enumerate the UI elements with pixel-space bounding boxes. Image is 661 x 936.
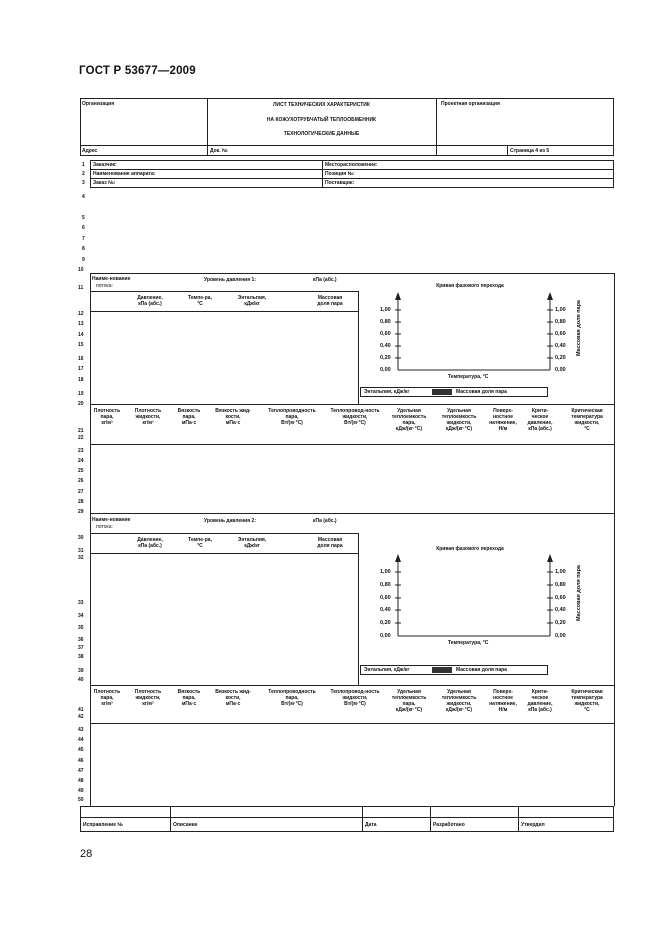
prop-col-text: Поверх- [493, 689, 513, 695]
row-number: 4 [82, 194, 85, 200]
row-number: 22 [78, 435, 84, 441]
prop-col-text: Удельная [447, 689, 471, 695]
col-temp-unit: °C [197, 301, 203, 307]
row-number: 32 [78, 555, 84, 561]
col-enth-text: Энтальпия, [237, 537, 267, 543]
sheet-title-1: ЛИСТ ТЕХНИЧЕСКИХ ХАРАКТЕРИСТИК [273, 102, 370, 108]
col-pressure-unit: кПа (абс.) [138, 301, 162, 307]
prop-col-unit: мПа·с [181, 701, 197, 707]
divider [80, 817, 614, 818]
prop-col-text: Теплопроводность [268, 408, 316, 414]
row-number: 6 [82, 225, 85, 231]
prop-col-text: Вязкость жид- [215, 689, 251, 695]
prop-col-unit: кг/м³ [142, 701, 154, 707]
col-temp-text: Темпе-ра, [188, 537, 212, 543]
tick-label: 0,80 [380, 582, 391, 588]
divider [90, 291, 358, 292]
row-number: 49 [78, 788, 84, 794]
prop-col [324, 408, 386, 426]
row-number: 15 [78, 342, 84, 348]
prop-col-unit: кДж/(кг·°С) [445, 426, 473, 432]
customer-label: Заказчик: [93, 162, 117, 168]
prop-col-text: Критическая [571, 408, 603, 414]
phase-curve-title: Кривая фазового перехода [436, 283, 504, 289]
stream-potok-label-2: потока: [96, 524, 113, 530]
col-enth-unit: кДж/кг [244, 301, 260, 307]
divider [90, 533, 358, 534]
row-number: 44 [78, 737, 84, 743]
revision-no-label: Исправление № [83, 822, 123, 828]
prop-col [560, 408, 614, 432]
prop-col [386, 408, 432, 432]
row-number: 46 [78, 758, 84, 764]
prop-col-text: ностное натяжение, [489, 414, 517, 426]
date-label: Дата [365, 822, 377, 828]
tick-label: 0,60 [380, 595, 391, 601]
prop-col-text: теплоемкость жидкости, [441, 414, 477, 426]
legend-vapor-2: Массовая доля пара [456, 667, 507, 673]
prop-col-text: теплоемкость жидкости, [441, 695, 477, 707]
prop-col [172, 689, 206, 707]
prop-col-unit: мПа·с [225, 701, 241, 707]
prop-col-text: Теплопровод-ность [330, 408, 380, 414]
prop-col-text: ческое давление, [527, 695, 553, 707]
sheet-title-3: ТЕХНОЛОГИЧЕСКИЕ ДАННЫЕ [283, 131, 360, 137]
prop-col-text: Удельная [397, 689, 421, 695]
row-number: 14 [78, 332, 84, 338]
design-org-label: Проектная организация [441, 101, 500, 107]
legend-vapor: Массовая доля пара [456, 389, 507, 395]
tick-label: 0,40 [555, 343, 566, 349]
row-number: 39 [78, 668, 84, 674]
prop-col-text: Плотность [134, 408, 162, 414]
row-number: 33 [78, 600, 84, 606]
row-number: 42 [78, 714, 84, 720]
prop-col-unit: кг/м³ [101, 701, 113, 707]
tick-label: 0,20 [380, 355, 391, 361]
col-temp [170, 295, 230, 307]
pressure-level-label: Уровень давления 1: [204, 277, 256, 283]
stream-name-label-2 [92, 517, 130, 523]
revision-block [80, 806, 614, 832]
row-number: 20 [78, 401, 84, 407]
prop-col-unit: кДж/(кг·°С) [395, 426, 423, 432]
divider [90, 723, 614, 724]
tick-label: 1,00 [380, 569, 391, 575]
pressure-unit-label-2: кПа (абс.) [313, 518, 337, 524]
page-of-label: Страница 4 из 5 [510, 148, 550, 154]
row-number: 2 [82, 171, 85, 177]
prop-col-unit: Вт/(м·°С) [344, 420, 366, 426]
row-number: 7 [82, 236, 85, 242]
row-number: 31 [78, 548, 84, 554]
row-number: 3 [82, 180, 85, 186]
tick-label: 0,20 [555, 620, 566, 626]
tick-label: 0,60 [555, 331, 566, 337]
divider [362, 806, 363, 832]
tick-label: 0,00 [380, 633, 391, 639]
col-enth-text: Энтальпия, [237, 295, 267, 301]
prop-col-text: Вязкость [177, 408, 201, 414]
row-number: 29 [78, 509, 84, 515]
divider [90, 311, 358, 312]
tick-label: 0,00 [555, 367, 566, 373]
prop-col [208, 689, 258, 707]
tick-label: 0,60 [555, 595, 566, 601]
row-number: 26 [78, 478, 84, 484]
row-number: 8 [82, 246, 85, 252]
divider [90, 273, 614, 274]
props-header-2 [90, 689, 614, 721]
prop-col [522, 408, 558, 432]
prop-col-unit: Вт/(м·°С) [281, 420, 303, 426]
row-number: 10 [78, 267, 84, 273]
prop-col [208, 408, 258, 426]
stream-name-label [92, 276, 130, 282]
prop-col-text: жидкости, [342, 414, 368, 420]
prop-col [324, 689, 386, 707]
description-label: Описание [173, 822, 198, 828]
row-number: 9 [82, 257, 85, 263]
prop-col-text: теплоемкость пара, [391, 414, 427, 426]
row-number: 28 [78, 499, 84, 505]
prop-col-text: Теплопровод-ность [330, 689, 380, 695]
prop-col-text: кости, [225, 414, 241, 420]
prop-col [386, 689, 432, 713]
row-number: 11 [78, 285, 84, 291]
prop-col-text: Поверх- [493, 408, 513, 414]
row-number: 21 [78, 428, 84, 434]
prop-col-text: пара, [100, 414, 114, 420]
row-number: 35 [78, 625, 84, 631]
prop-col-text: пара, [100, 695, 114, 701]
prop-col-text: жидкости, [135, 695, 161, 701]
col-enthalpy [222, 295, 282, 307]
col-enth-unit: кДж/кг [244, 543, 260, 549]
tick-label: 0,20 [555, 355, 566, 361]
prop-col-unit: кПа (абс.) [528, 707, 552, 713]
prop-col-unit: Н/м [498, 707, 508, 713]
organization-label: Организация [82, 101, 115, 107]
row-number: 5 [82, 215, 85, 221]
prop-col-text: Плотность [93, 689, 121, 695]
order-no-label: Заказ №: [93, 180, 116, 186]
prop-col-unit: °С [584, 707, 590, 713]
prop-col-text: Крити- [531, 408, 549, 414]
prop-col [560, 689, 614, 713]
col-pressure-unit: кПа (абс.) [138, 543, 162, 549]
prop-col-unit: кг/м³ [142, 420, 154, 426]
stream-potok-label: потока: [96, 283, 113, 289]
prop-col-unit: мПа·с [181, 420, 197, 426]
prop-col-text: Удельная [397, 408, 421, 414]
location-label: Месторасположение: [325, 162, 378, 168]
prop-col-text: жидкости, [342, 695, 368, 701]
row-number: 13 [78, 321, 84, 327]
row-number: 50 [78, 797, 84, 803]
prop-col [522, 689, 558, 713]
tick-label: 1,00 [555, 307, 566, 313]
y-axis-label: Массовая доля пара [576, 300, 582, 357]
legend-enthalpy-2: Энтальпия, кДж/кг [364, 667, 410, 673]
row-number: 19 [78, 391, 84, 397]
divider [358, 291, 359, 404]
row-number: 37 [78, 645, 84, 651]
tick-label: 1,00 [380, 307, 391, 313]
prop-col-text: температура жидкости, [571, 695, 603, 707]
x-axis-label-2: Температура, °C [448, 640, 489, 646]
tick-label: 0,40 [380, 343, 391, 349]
row-number: 47 [78, 768, 84, 774]
doc-no-label: Док. № [210, 148, 228, 154]
prop-col-text: Критическая [571, 689, 603, 695]
row-number: 36 [78, 637, 84, 643]
prop-col-unit: кПа (абс.) [528, 426, 552, 432]
prop-col-unit: Н/м [498, 426, 508, 432]
row-number: 17 [78, 366, 84, 372]
standard-header: ГОСТ Р 53677—2009 [79, 65, 196, 77]
row-number: 25 [78, 468, 84, 474]
col-temp-2 [170, 537, 230, 549]
prop-col [434, 689, 484, 713]
item-no-label: Позиция №: [325, 171, 355, 177]
stream-name-text: Наиме- [92, 517, 110, 523]
row-number: 48 [78, 778, 84, 784]
address-label: Адрес [82, 148, 98, 154]
prop-col-text: Крити- [531, 689, 549, 695]
row-number: 43 [78, 727, 84, 733]
prop-col-text: кости, [225, 695, 241, 701]
divider [614, 273, 615, 806]
prop-col-text: жидкости, [135, 414, 161, 420]
prop-col-text: Плотность [134, 689, 162, 695]
divider [90, 178, 614, 179]
prop-col-unit: мПа·с [225, 420, 241, 426]
col-vapor-fraction-2 [300, 537, 360, 549]
prop-col-text: пара, [182, 414, 196, 420]
divider [90, 273, 91, 806]
row-number: 23 [78, 448, 84, 454]
prop-col-text: Удельная [447, 408, 471, 414]
prop-col-unit: кг/м³ [101, 420, 113, 426]
prop-col [90, 689, 124, 707]
col-vap-text: Массовая [317, 295, 343, 301]
col-temp-unit: °C [197, 543, 203, 549]
divider [507, 145, 508, 156]
col-enthalpy-2 [222, 537, 282, 549]
row-number: 24 [78, 458, 84, 464]
prop-col-text: Вязкость [177, 689, 201, 695]
stream-name-text: нование [109, 517, 131, 523]
prop-col-text: теплоемкость пара, [391, 695, 427, 707]
prop-col-text: пара, [285, 695, 299, 701]
row-number: 41 [78, 707, 84, 713]
approved-label: Утвердил [521, 822, 545, 828]
row-number: 18 [78, 377, 84, 383]
legend-swatch-2 [432, 667, 452, 673]
x-axis-label: Температура, °C [448, 374, 489, 380]
prop-col-text: пара, [285, 414, 299, 420]
tick-label: 0,80 [555, 582, 566, 588]
row-number: 27 [78, 489, 84, 495]
divider [90, 169, 614, 170]
row-number: 38 [78, 654, 84, 660]
prop-col [434, 408, 484, 432]
row-number: 16 [78, 356, 84, 362]
prop-col [128, 408, 168, 426]
pressure-unit-label: кПа (абс.) [313, 277, 337, 283]
prop-col [484, 689, 522, 713]
prop-col [172, 408, 206, 426]
prop-col [260, 408, 324, 426]
pressure-level-label-2: Уровень давления 2: [204, 518, 256, 524]
prop-col-text: Плотность [93, 408, 121, 414]
col-vap-text: доля пара [317, 543, 343, 549]
row-number: 12 [78, 311, 84, 317]
prop-col [128, 689, 168, 707]
prop-col [484, 408, 522, 432]
divider [518, 806, 519, 832]
col-vapor-fraction [300, 295, 360, 307]
divider [358, 533, 359, 685]
row-number: 40 [78, 677, 84, 683]
divider [436, 98, 437, 156]
tick-label: 0,80 [380, 319, 391, 325]
divider [322, 160, 323, 188]
sheet-title-2: НА КОЖУХОТРУБЧАТЫЙ ТЕПЛООБМЕННИК [266, 117, 377, 123]
row-number: 30 [78, 535, 84, 541]
prop-col-unit: Вт/(м·°С) [281, 701, 303, 707]
tick-label: 1,00 [555, 569, 566, 575]
divider [90, 513, 614, 514]
prop-col-unit: °С [584, 426, 590, 432]
legend-enthalpy: Энтальпия, кДж/кг [364, 389, 410, 395]
prop-col [90, 408, 124, 426]
tick-label: 0,00 [555, 633, 566, 639]
prop-col-unit: кДж/(кг·°С) [395, 707, 423, 713]
phase-curve-title-2: Кривая фазового перехода [436, 546, 504, 552]
tick-label: 0,80 [555, 319, 566, 325]
supplier-label: Поставщик: [325, 180, 355, 186]
props-header-1 [90, 408, 614, 442]
divider [170, 806, 171, 832]
service-label: Наименование аппарата: [93, 171, 156, 177]
divider [430, 806, 431, 832]
tick-label: 0,20 [380, 620, 391, 626]
divider [90, 444, 614, 445]
prop-col-unit: Вт/(м·°С) [344, 701, 366, 707]
row-number: 1 [82, 162, 85, 168]
tick-label: 0,40 [555, 607, 566, 613]
stream-name-text: нование [109, 276, 131, 282]
stream-name-text: Наиме- [92, 276, 110, 282]
prop-col [260, 689, 324, 707]
prop-col-unit: кДж/(кг·°С) [445, 707, 473, 713]
row-number: 34 [78, 613, 84, 619]
col-vap-text: доля пара [317, 301, 343, 307]
y-axis-label-2: Массовая доля пара [576, 565, 582, 622]
tick-label: 0,00 [380, 367, 391, 373]
divider [90, 553, 358, 554]
prop-col-text: Теплопроводность [268, 689, 316, 695]
tick-label: 0,40 [380, 607, 391, 613]
col-pressure-text: Давление, [137, 537, 163, 543]
prop-col-text: пара, [182, 695, 196, 701]
page-number: 28 [80, 848, 93, 860]
divider [90, 404, 614, 405]
divider [80, 145, 614, 146]
prop-col-text: температура жидкости, [571, 414, 603, 426]
tick-label: 0,60 [380, 331, 391, 337]
col-pressure-text: Давление, [137, 295, 163, 301]
prop-col-text: Вязкость жид- [215, 408, 251, 414]
prop-col-text: ческое давление, [527, 414, 553, 426]
legend-swatch [432, 389, 452, 395]
row-number: 45 [78, 747, 84, 753]
col-vap-text: Массовая [317, 537, 343, 543]
col-temp-text: Темпе-ра, [188, 295, 212, 301]
divider [90, 685, 614, 686]
developed-label: Разработано [433, 822, 465, 828]
prop-col-text: ностное натяжение, [489, 695, 517, 707]
